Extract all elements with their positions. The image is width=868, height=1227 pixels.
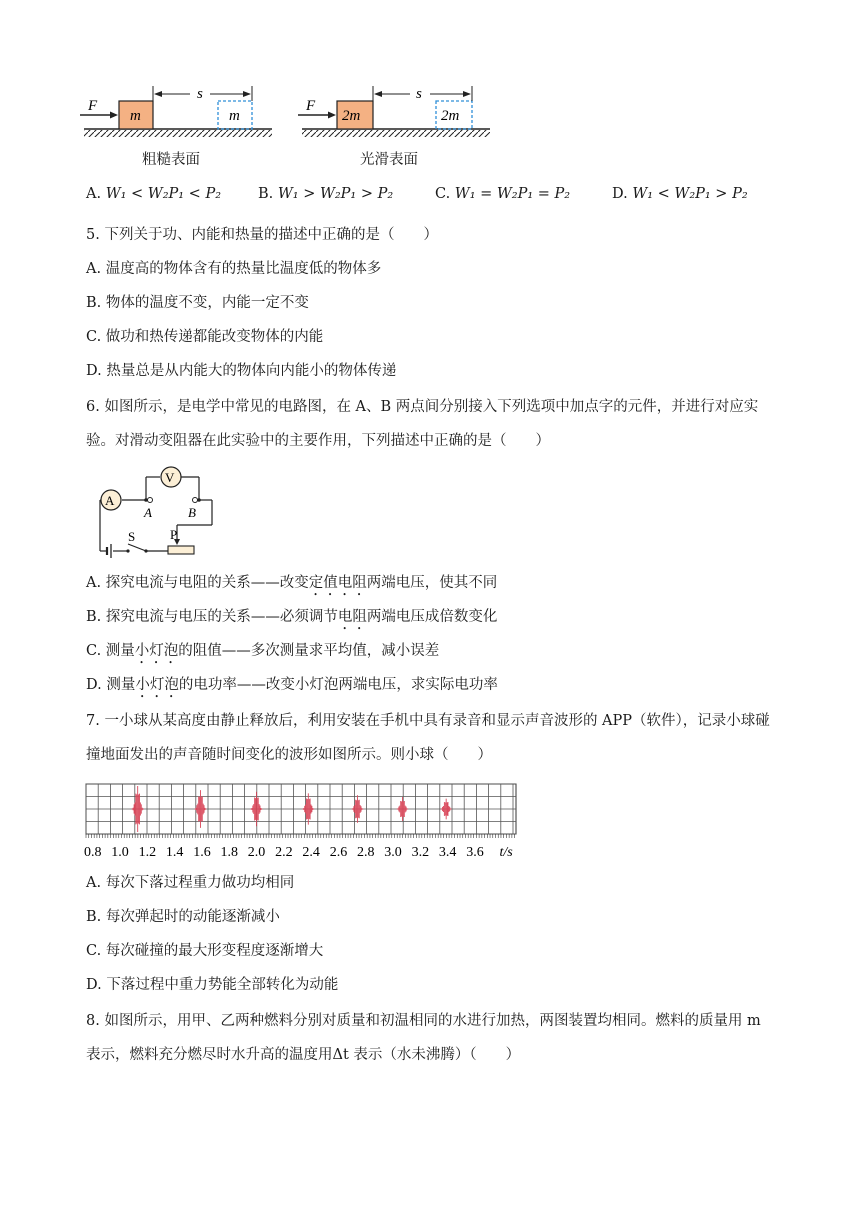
tick-label: 2.6: [329, 845, 348, 860]
point-b-label: B: [188, 505, 196, 520]
option-expression: W₁ < W₂P₁ > P₂: [632, 186, 748, 202]
waveform-grid: [86, 784, 516, 838]
tick-label: 3.0: [384, 845, 402, 860]
sound-pulse: [352, 795, 363, 823]
q5-option-a[interactable]: A. 温度高的物体含有的热量比温度低的物体多: [86, 261, 382, 277]
q6-option-d[interactable]: [86, 675, 498, 701]
q4-option-c[interactable]: [435, 186, 570, 202]
sound-pulse: [251, 792, 262, 827]
q8-stem-line1: 8. 如图所示，用甲、乙两种燃料分别对质量和初温相同的水进行加热，两图装置均相同。燃料的质量用 m: [86, 1013, 761, 1029]
q5-stem: 5. 下列关于功、内能和热量的描述中正确的是（ ）: [86, 227, 438, 243]
q7-stem-line2: 撞地面发出的声音随时间变化的波形如图所示。则小球（ ）: [86, 747, 492, 763]
option-text: A. 探究电流与电阻的关系——改变: [86, 575, 309, 591]
tick-label: 1.6: [193, 845, 211, 860]
tick-label: 2.2: [275, 845, 293, 860]
slider-label: P: [170, 527, 178, 542]
option-text: 的阻值——多次测量求平均值，减小误差: [178, 643, 440, 659]
ghost-mass-label: m: [229, 108, 240, 124]
dotted-text: 定值电阻: [308, 575, 367, 591]
q5-option-c[interactable]: C. 做功和热传递都能改变物体的内能: [86, 329, 324, 345]
q6-stem-line2: 验。对滑动变阻器在此实验中的主要作用，下列描述中正确的是（ ）: [86, 433, 550, 449]
tick-label: 2.4: [302, 845, 320, 860]
q6-option-b[interactable]: [86, 607, 497, 633]
smooth-surface-diagram: [298, 86, 490, 137]
option-text: 两端电压，使其不同: [366, 575, 498, 591]
q7-option-d[interactable]: D. 下落过程中重力势能全部转化为动能: [86, 977, 339, 993]
tick-label: 3.2: [411, 845, 430, 860]
tick-label: 1.0: [111, 845, 129, 860]
sound-pulse: [441, 799, 452, 820]
q7-stem-line1: 7. 一小球从某高度由静止释放后，利用安装在手机中具有录音和显示声音波形的 APP（软件），记录小球碰: [86, 713, 770, 729]
option-text: 两端电压成倍数变化: [366, 609, 498, 625]
sound-waveform-chart: [80, 780, 520, 860]
point-a-label: A: [144, 505, 152, 520]
sound-pulse: [132, 786, 143, 832]
tick-label: 1.4: [165, 845, 184, 860]
q8-stem-line2: 表示，燃料充分燃尽时水升高的温度用Δt 表示（水未沸腾）（ ）: [86, 1047, 521, 1063]
block-mass-label: 2m: [342, 108, 361, 124]
waveform-tick-labels: [84, 845, 513, 860]
sound-pulse: [397, 797, 408, 821]
option-expression: W₁ < W₂P₁ < P₂: [105, 186, 222, 202]
distance-label: s: [197, 86, 203, 102]
option-text: B. 探究电流与电压的关系——必须调节: [86, 609, 338, 625]
option-expression: W₁ > W₂P₁ > P₂: [277, 186, 394, 202]
option-letter: A.: [86, 186, 102, 202]
q7-option-c[interactable]: C. 每次碰撞的最大形变程度逐渐增大: [86, 943, 324, 959]
option-text: D. 测量: [86, 677, 136, 693]
switch-symbol: [128, 544, 146, 551]
q5-option-d[interactable]: D. 热量总是从内能大的物体向内能小的物体传递: [86, 363, 397, 379]
block-mass-label: m: [130, 108, 141, 124]
force-label: F: [306, 98, 316, 114]
tick-label: 3.4: [438, 845, 457, 860]
sound-pulse: [195, 790, 206, 828]
dotted-text: 小灯泡: [135, 677, 179, 693]
ghost-mass-label: 2m: [441, 108, 460, 124]
q7-option-b[interactable]: B. 每次弹起时的动能逐渐减小: [86, 909, 280, 925]
q6-stem-line1: 6. 如图所示，是电学中常见的电路图，在 A、B 两点间分别接入下列选项中加点字的元件，并进行对应实: [86, 399, 759, 415]
q4-options: [86, 186, 786, 208]
tick-label: 0.8: [84, 845, 102, 860]
q5-option-b[interactable]: B. 物体的温度不变，内能一定不变: [86, 295, 309, 311]
circuit-diagram: [80, 462, 220, 560]
force-label: F: [88, 98, 98, 114]
smooth-surface-caption: 光滑表面: [360, 152, 418, 168]
voltmeter-label: V: [165, 470, 175, 485]
q4-option-b[interactable]: [258, 186, 393, 202]
option-letter: B.: [258, 186, 274, 202]
q6-option-c[interactable]: [86, 641, 439, 667]
option-text: C. 测量: [86, 643, 135, 659]
sound-pulse: [303, 793, 314, 824]
ammeter-label: A: [105, 493, 115, 508]
distance-label: s: [416, 86, 422, 102]
tick-label: 1.2: [138, 845, 157, 860]
option-text: 的电功率——改变小灯泡两端电压，求实际电功率: [178, 677, 498, 693]
tick-label: 2.0: [247, 845, 266, 860]
q7-option-a[interactable]: A. 每次下落过程重力做功均相同: [86, 875, 295, 891]
option-letter: C.: [435, 186, 451, 202]
option-letter: D.: [612, 186, 628, 202]
switch-label: S: [128, 529, 136, 544]
rough-surface-caption: 粗糙表面: [142, 152, 200, 168]
axis-unit-label: t/s: [499, 845, 513, 860]
rheostat-symbol: [168, 546, 194, 554]
blocks-figure: [70, 78, 510, 174]
q6-option-a[interactable]: [86, 573, 497, 599]
tick-label: 1.8: [220, 845, 238, 860]
tick-label: 2.8: [357, 845, 375, 860]
dotted-text: 小灯泡: [134, 643, 179, 659]
option-expression: W₁ = W₂P₁ = P₂: [454, 186, 571, 202]
q4-option-a[interactable]: [86, 186, 221, 202]
dotted-text: 电阻: [337, 609, 367, 625]
rough-surface-diagram: [80, 86, 272, 137]
q4-option-d[interactable]: [612, 186, 748, 202]
tick-label: 3.6: [466, 845, 484, 860]
